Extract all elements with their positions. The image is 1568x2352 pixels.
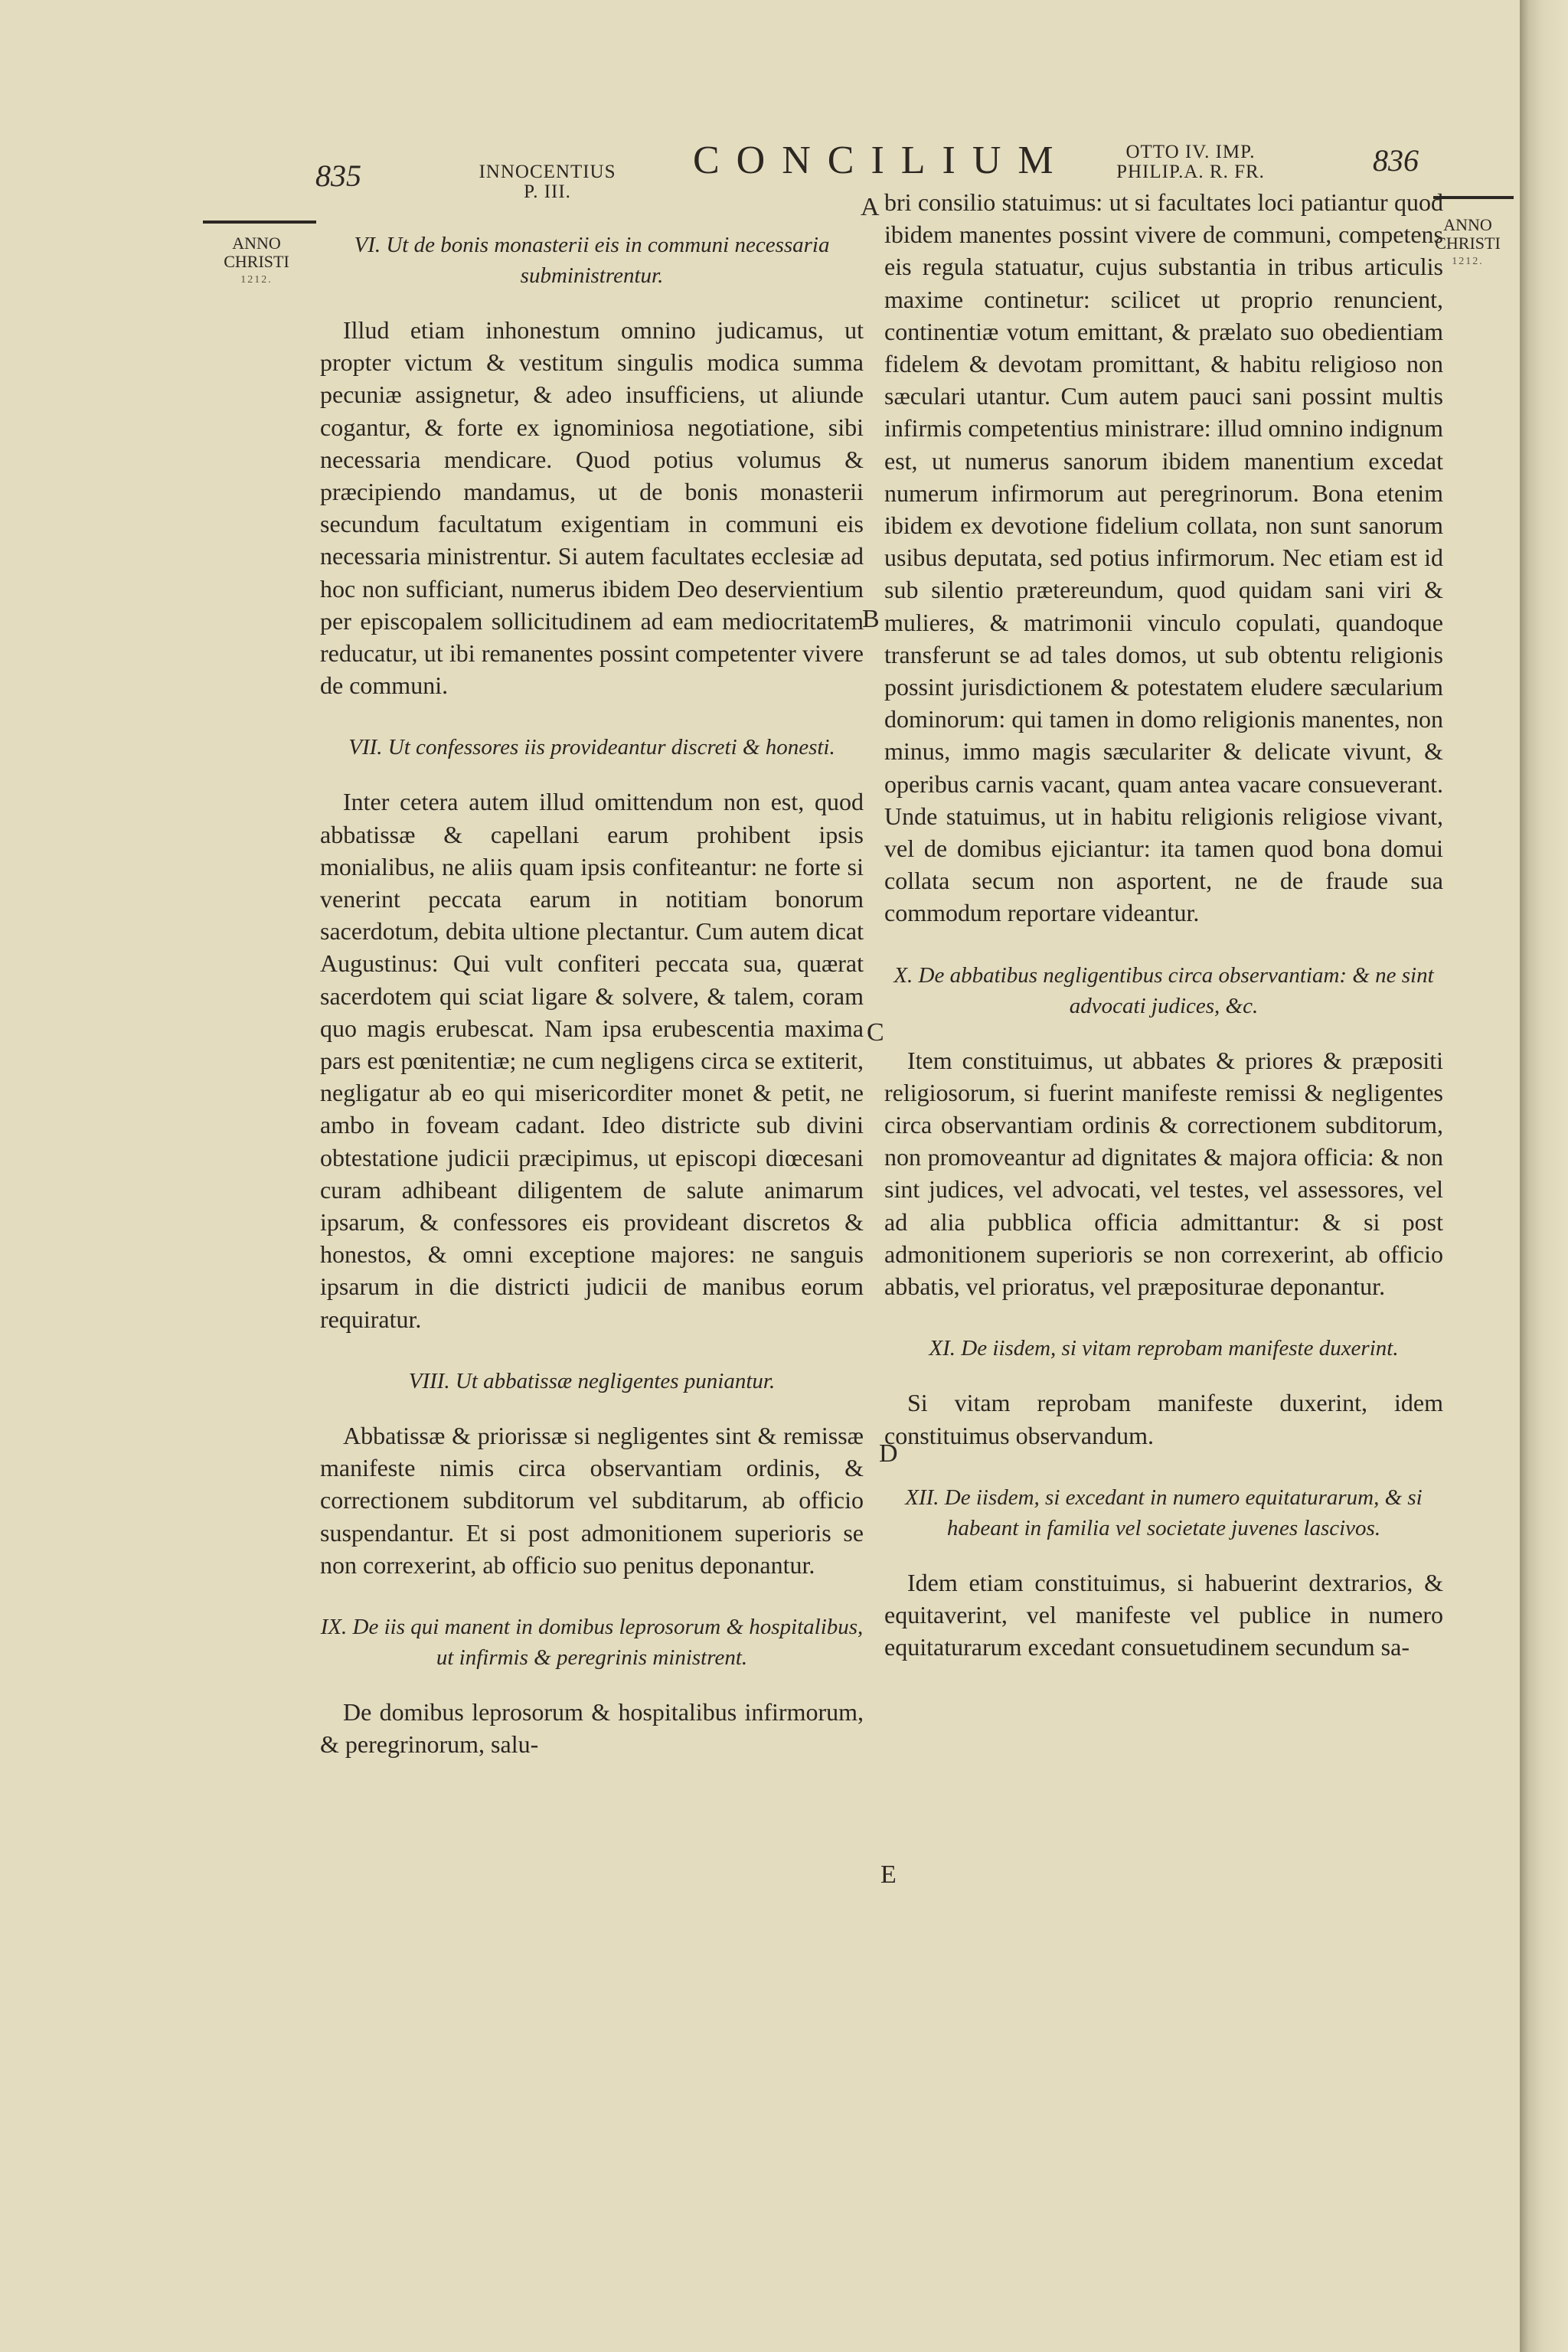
- margin-rule-left: [203, 220, 316, 224]
- year-label: 1212.: [240, 274, 273, 286]
- chapter-heading-9: IX. De iis qui manent in domibus leprosorum & hospitalibus, ut infirmis & peregrinis ministrent.: [320, 1614, 864, 1670]
- section-marker-e: E: [880, 1860, 897, 1889]
- anno-label: ANNO: [232, 234, 281, 253]
- chapter-text-7: Inter cetera autem illud omittendum non est, quod abbatissæ & capellani earum prohibent ipsis monialibus, ne aliis quam ipsis confiteantur: ne forte si venerint peccata earum in notitiam bonorum sacerdotum, debita ultione plectantur. Cum autem dicat Augustinus: Qui vult confiteri peccata sua, quærat sacerdotem qui sciat ligare & solvere, & talem, coram quo magis erubescat. Nam ipsa erubescentia maxima pars est pœnitentiæ; ne cum negligens circa se extiterit, negligatur ab eo qui misericorditer monet & petit, ne ambo in foveam cadant. Ideo districte sub divini obtestatione judicii præcipimus, ut episcopi diœcesani curam adhibeant diligentem de salute animarum ipsarum, & confessores eis provideant discretos & honestos, & omni exceptione majores: ne sanguis ipsarum in die districti judicii de manibus eorum requiratur.: [320, 788, 864, 1333]
- header-rulers: [1102, 142, 1279, 182]
- chapter-text-8: Abbatissæ & priorissæ si negligentes sint & remissæ manifeste nimis circa observantiam ordinis, & correctionem subditorum vel subditarum, ab officio suspendantur. Et si post admonitionem superioris se non correxerint, ab officio suo penitus deponantur.: [320, 1421, 864, 1579]
- page-number-left: 835: [315, 158, 361, 193]
- christi-label: CHRISTI: [224, 252, 289, 271]
- header-king: PHILIP.A. R. FR.: [1116, 162, 1265, 182]
- page-number-right: 836: [1373, 143, 1419, 178]
- christi-label: CHRISTI: [1435, 234, 1501, 253]
- chapter-text-12: Idem etiam constituimus, si habuerint dextrarios, & equitaverint, vel manifeste vel publice in numero equitaturarum excedant consuetudinem secundum sa-: [884, 1568, 1443, 1661]
- chapter-text-10: Item constituimus, ut abbates & priores & præpositi religiosorum, si fuerint manifeste remissi & negligentes circa observantiam ordinis & correctionem subditorum, non promoveantur ad dignitates & majora officia: & non sint judices, vel advocati, vel testes, vel assessores, vel ad alia pubblica officia admittantur: & si post admonitionem superioris se non correxerint, ab officio abbatis, vel prioratus, vel præpositurae deponantur.: [884, 1046, 1443, 1301]
- margin-rule-right: [1433, 196, 1514, 199]
- anno-label: ANNO: [1443, 215, 1492, 234]
- chapter-text-11: Si vitam reprobam manifeste duxerint, idem constituimus observandum.: [884, 1389, 1443, 1449]
- chapter-heading-7: VII. Ut confessores iis provideantur discreti & honesti.: [348, 735, 835, 760]
- section-marker-b: B: [862, 605, 880, 633]
- chapter-text-9: De domibus leprosorum & hospitalibus infirmorum, & peregrinorum, salu-: [320, 1697, 864, 1759]
- section-marker-c: C: [867, 1018, 884, 1047]
- year-label: 1212.: [1452, 256, 1484, 267]
- section-marker-d: D: [879, 1439, 898, 1468]
- adjacent-page-edge: [1520, 0, 1568, 2352]
- left-column: [320, 230, 864, 1791]
- chapter-text-6: Illud etiam inhonestum omnino judicamus, ut propter victum & vestitum singulis modica summa pecuniæ assignetur, & adeo insufficiens, ut aliunde cogantur, & forte ex ignominiosa negotiatione, sibi necessaria mendicare. Quod potius volumus & præcipiendo mandamus, ut de bonis monasterii secundum facultatum exigentiam in communi eis necessaria ministrentur. Si autem facultates ecclesiæ ad hoc non sufficiant, numerus ibidem Deo deservientium per episcopalem sollicitudinem ad eam mediocritatem reducatur, ut ibi remanentes possint competenter vivere de communi.: [320, 316, 864, 700]
- anno-christi-left: [207, 234, 306, 289]
- chapter-heading-12: XII. De iisdem, si excedant in numero equitaturarum, & si habeant in familia vel societate juvenes lascivos.: [905, 1485, 1423, 1540]
- right-column: [884, 186, 1443, 1694]
- header-pope-number: P. III.: [524, 181, 571, 202]
- header-emperor: OTTO IV. IMP.: [1125, 142, 1256, 162]
- chapter-heading-8: VIII. Ut abbatissæ negligentes puniantur.: [408, 1368, 776, 1393]
- running-title: CONCILIUM: [693, 139, 1070, 182]
- chapter-heading-6: VI. Ut de bonis monasterii eis in communi necessaria subministrentur.: [354, 233, 830, 288]
- chapter-text-9-continued: bri consilio statuimus: ut si facultates loci patiantur quod ibidem manentes possint vivere de communi, competens eis regula statuatur, cujus substantia in tribus articulis maxime continetur: scilicet ut proprio renuncient, continentiæ votum emittant, & prælato suo obedientiam fidelem & devotam promittant, & habitu religioso non sæculari utantur. Cum autem pauci sani possint multis infirmis competentius ministrare: illud omnino indignum est, ut numerus sanorum ibidem manentium excedat numerum infirmorum aut peregrinorum. Bona etenim ibidem ex devotione fidelium collata, non sunt sanorum usibus deputata, sed potius infirmorum. Nec etiam est id sub silentio prætereundum, quod quidam sani viri & mulieres, & matrimonii vinculo copulati, quandoque transferunt se ad tales domos, ut sub obtentu religionis possint jurisdictionem & potestatem eludere sæcularium dominorum: qui tamen in domo religionis manentes, non minus, immo magis sæculariter & delicate vivunt, & operibus carnis vacant, quam antea vacare consueverant. Unde statuimus, ut in habitu religionis religiose vivant, vel de domibus ejiciantur: ita tamen quod bona domui collata secum non asportent, ne de fraude sua commodum reportare videantur.: [884, 188, 1443, 927]
- chapter-heading-11: XI. De iisdem, si vitam reprobam manifeste duxerint.: [929, 1336, 1399, 1361]
- chapter-heading-10: X. De abbatibus negligentibus circa observantiam: & ne sint advocati judices, &c.: [893, 962, 1434, 1018]
- header-pope: [459, 162, 635, 202]
- section-marker-a: A: [861, 193, 880, 221]
- header-pope-name: INNOCENTIUS: [479, 162, 616, 182]
